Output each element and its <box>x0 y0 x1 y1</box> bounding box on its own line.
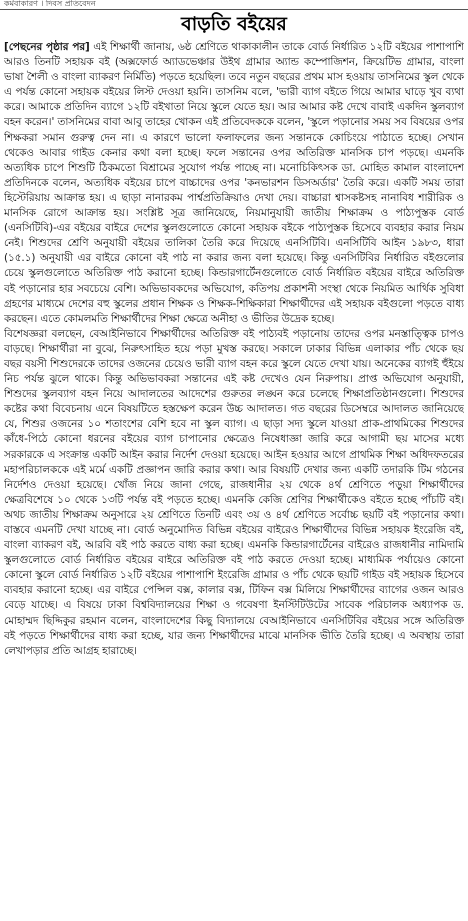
masthead-text: কর্মবাকারণ । দিবস প্রতিবেদন <box>4 0 96 8</box>
article-title: বাড়তি বইয়ের <box>181 13 287 35</box>
continuation-kicker: [পেছনের পৃষ্ঠার পর] <box>4 41 90 53</box>
masthead-strip <box>0 0 468 10</box>
article-paragraph <box>4 40 464 327</box>
paragraph-text: এই শিক্ষার্থী জানায়, ৬ষ্ঠ শ্রেণিতে থাকাকালীন তাকে বোর্ড নির্ধারিত ১২টি বইয়ের পাশাপাশি আরও তিনটি সহায়ক বই (অক্সফোর্ড অ্যাডভেঞ্চার উইথ গ্রামার অ্যান্ড কম্পোজিশন, ক্রিয়েটিভ গ্রামার, বাংলা ভাষা শৈলী ও বাংলা ব্যাকরণ নির্মিতি) পড়তে হয়েছিল। তবে নতুন বছরের প্রথম মাস হওয়ায় তাসনিমের স্কুল থেকে এ পর্যন্ত কোনো সহায়ক বইয়ের লিস্ট দেওয়া হয়নি। তাসনিম বলে, 'ভারী ব্যাগ বইতে গিয়ে আমার ঘাড়ে খুব ব্যথা করে। আমাকে প্রতিদিন ব্যাগে ১২টি বইখাতা নিয়ে স্কুলে যেতে হয়। আর আমার কষ্ট দেখে বাবাই একদিন স্কুলব্যাগ বহন করেন।' তাসনিমের বাবা আবু তাহের খোকন এই প্রতিবেদককে বলেন, 'স্কুলে পড়ানোর সময় সব বিষয়ের ওপর শিক্ষকরা সমান গুরুত্ব দেন না। এ কারণে ভালো ফলাফলের জন্য সন্তানকে কোচিংয়ে পাঠাতে হচ্ছে। সেখান থেকেও আবার গাইড কেনার কথা বলা হচ্ছে। ফলে সন্তানের ওপর অতিরিক্ত মানসিক চাপ পড়ছে। এমনকি অত্যধিক চাপে শিশুটি ঠিকমতো বিশ্রামের সুযোগ পর্যন্ত পাচ্ছে না। মনোচিকিৎসক ডা. মোহিত কামাল বাংলাদেশ প্রতিদিনকে বলেন, অত্যধিক বইয়ের চাপে বাচ্চাদের ওপর 'কনভারশন ডিসঅর্ডার' তৈরি করে। একটি সময় তারা হিস্টেরিয়ায় আক্রান্ত হয়। এ ছাড়া নানারকম পার্শ্বপ্রতিক্রিয়াও দেখা দেয়। বাচ্চারা শ্বাসকষ্টসহ নানাবিধ শারীরিক ও মানসিক রোগে আক্রান্ত হয়। সংশ্লিষ্ট সূত্র জানিয়েছে, নিয়মানুযায়ী জাতীয় শিক্ষাক্রম ও পাঠ্যপুস্তক বোর্ড (এনসিটিবি)-এর বইয়ের বাইরে দেশের স্কুলগুলোতে কোনো সহায়ক বইকে পাঠ্যপুস্তক হিসেবে ব্যবহার করার নিয়ম নেই। শিশুদের শ্রেণি অনুযায়ী বইয়ের তালিকা তৈরি করে দিয়েছে এনসিটিবি। এনসিটিবি আইন ১৯৮৩, ধারা (১৫.১) অনুযায়ী এর বাইরে কোনো বই পাঠ না করার জন্য বলা হয়েছে। কিন্তু এনসিটিবির নির্ধারিত বইগুলোর চেয়ে স্কুলগুলোতে অতিরিক্ত পাঠ করানো হচ্ছে। কিন্ডারগার্টেনগুলোতে বোর্ড নির্ধারিত বইয়ের বাইরে অতিরিক্ত বই পড়ানোর হার সবচেয়ে বেশি। অভিভাবকদের অভিযোগ, কতিপয় প্রকাশনী সংস্থা থেকে নিয়মিত আর্থিক সুবিধা গ্রহণের মাধ্যমে দেশের বহু স্কুলের প্রধান শিক্ষক ও শিক্ষক-শিক্ষিকারা শিক্ষার্থীদের এই সহায়ক বইগুলো পড়তে বাধ্য করছেন। এতে কোমলমতি শিক্ষার্থীদের শিক্ষা ক্ষেত্রে অনীহা ও ভীতির উদ্রেক হচ্ছে। <box>4 41 464 325</box>
paragraph-text: বিশেষজ্ঞরা বলছেন, বেআইনিভাবে শিক্ষার্থীদের অতিরিক্ত বই পাঠ্যবই পড়ানোয় তাদের ওপর মনস্তাত্ত্বিক চাপও বাড়ছে। শিক্ষার্থীরা না বুঝে, নিরুৎসাহিত হয়ে পড়া মুখস্ত করছে। সকালে ঢাকার বিভিন্ন এলাকার পাঁচ থেকে ছয় বছর বয়সী শিশুদেরকে তাদের ওজনের চেয়েও ভারী ব্যাগ বহন করে স্কুলে যেতে দেখা যায়। অনেকের ব্যাগই হুঁইয়ে নিচ পর্যন্ত ঝুলে থাকে। কিন্তু অভিভাবকরা সন্তানের এই কষ্ট দেখেও যেন নিরুপায়। প্রাপ্ত অভিযোগ অনুযায়ী, শিশুদের স্কুলব্যাগ বহন নিয়ে আদালতের আদেশের গুরুতর লঙ্ঘন করে চলেছে শিক্ষাপ্রতিষ্ঠানগুলো। শিশুদের কষ্টের কথা বিবেচনায় এনে বিষয়টিতে হস্তক্ষেপ করেন উচ্চ আদালত। গত বছরের ডিসেম্বরে আদালত জানিয়েছে যে, শিশুর ওজনের ১০ শতাংশের বেশি হবে না স্কুল ব্যাগ। এ ছাড়া সদ্য স্কুলে যাওয়া প্রাক-প্রাথমিকের শিশুদের কাঁধে-পিঠে কোনো ধরনের বইয়ের ব্যাগ চাপানোর ক্ষেত্রেও নিষেধাজ্ঞা জারি করে আগামী ছয় মাসের মধ্যে সরকারকে এ সংক্রান্ত একটি আইন করার নির্দেশ দেওয়া হয়েছে। আইন হওয়ার আগে প্রাথমিক শিক্ষা অধিদফতরের মহাপরিচালককে এই মর্মে একটি প্রজ্ঞাপন জারি করার কথা। আর বিষয়টি দেখার জন্য একটি তদারকি টিম গঠনের নির্দেশও দেওয়া হয়েছে। খোঁজ নিয়ে জানা গেছে, রাজধানীর ২য় থেকে ৪র্থ শ্রেণিতে পড়ুয়া শিক্ষার্থীদের ক্ষেত্রবিশেষে ১০ থেকে ১৩টি পর্যন্ত বই পড়তে হচ্ছে। এমনকি কেজি শ্রেণির শিক্ষার্থীকেও বইতে হচ্ছে পাঁচটি বই। অথচ জাতীয় শিক্ষাক্রম অনুসারে ২য় শ্রেণিতে তিনটি এবং ৩য় ও ৪র্থ শ্রেণিতে সর্বোচ্চ ছয়টি বই পড়ানোর কথা। বাস্তবে এমনটি দেখা যাচ্ছে না। বোর্ড অনুমোদিত বিভিন্ন বইয়ের বাইরেও শিক্ষার্থীদের বিভিন্ন সহায়ক ইংরেজি বই, বাংলা ব্যাকরণ বই, আরবি বই পাঠ করতে বাধ্য করা হচ্ছে। এমনকি কিন্ডারগার্টেনের বাইরেও রাজধানীর নামিদামি স্কুলগুলোতে বোর্ড নির্ধারিত বইয়ের বাইরে অতিরিক্ত বই পাঠ করতে দেওয়া হচ্ছে। মাধ্যমিক পর্যায়েও কোনো কোনো স্কুলে বোর্ড নির্ধারিত ১২টি বইয়ের পাশাপাশি ইংরেজি গ্রামার ও পাঁচ থেকে ছয়টি গাইড বই সহায়ক হিসেবে ব্যবহার করানো হচ্ছে। এর বাইরে পেন্সিল বক্স, কালার বক্স, টিফিন বক্স মিলিয়ে শিক্ষার্থীদের ব্যাগের ওজন আরও বেড়ে যাচ্ছে। এ বিষয়ে ঢাকা বিশ্ববিদ্যালয়ের শিক্ষা ও গবেষণা ইনস্টিটিউটের সাবেক পরিচালক অধ্যাপক ড. মোহাম্মদ ছিদ্দিকুর রহমান বলেন, বাংলাদেশের কিছু বিদ্যালয়ে বেআইনিভাবে এনসিটিবির বইয়ের সঙ্গে অতিরিক্ত বই পড়তে শিক্ষার্থীদের বাধ্য করা হচ্ছে, যার জন্য শিক্ষার্থীদের মাঝে মানসিক ভীতি তৈরি হচ্ছে। এ অবস্থায় তারা লেখাপড়ার প্রতি আগ্রহ হারাচ্ছে। <box>4 327 464 657</box>
article-paragraph <box>4 327 464 659</box>
article-body <box>4 40 464 918</box>
